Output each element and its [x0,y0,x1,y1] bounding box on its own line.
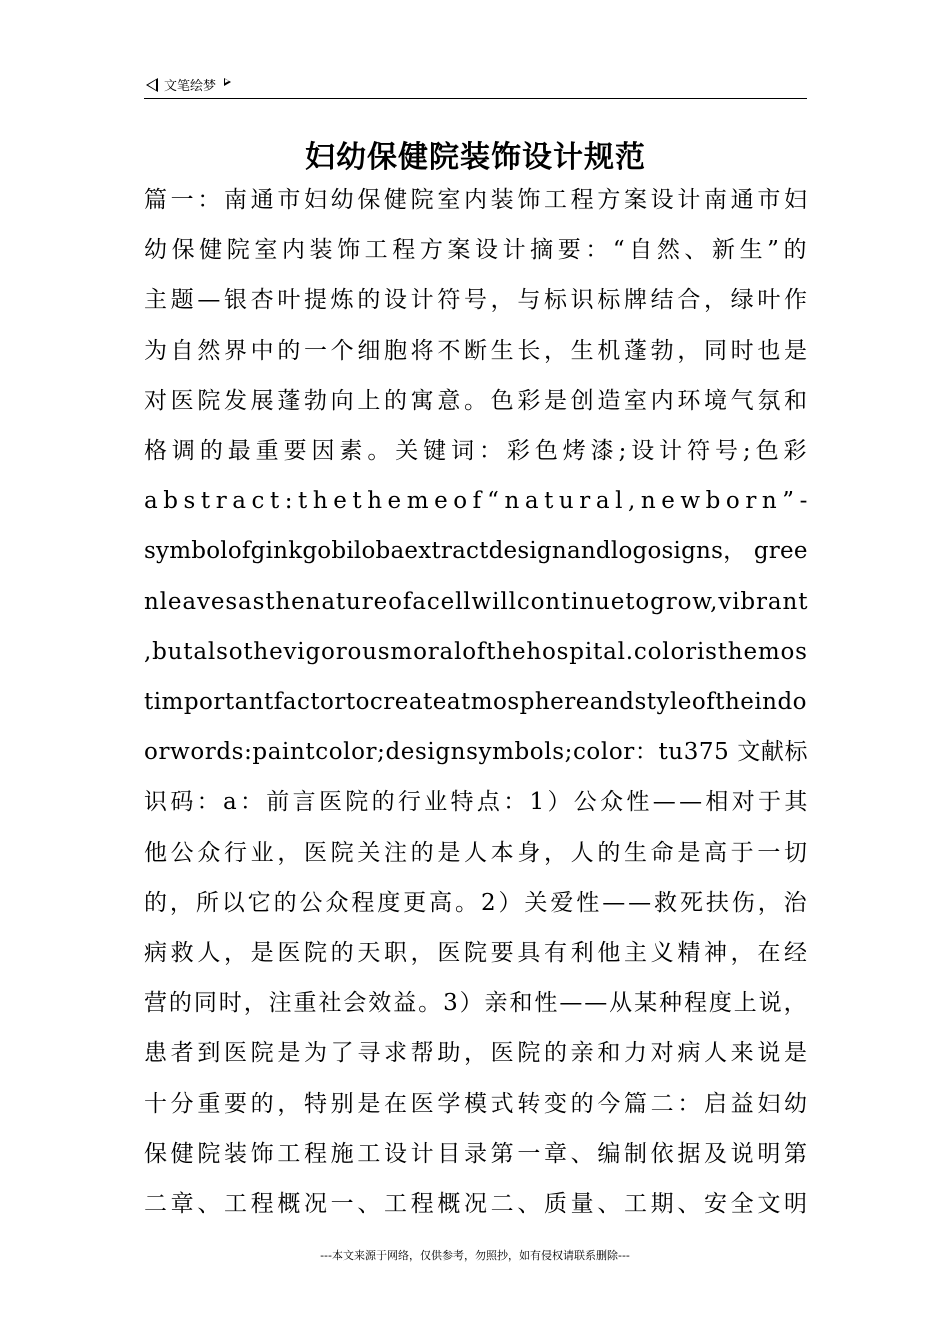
body-line: abstract:thethemeof“natural,newborn”- [144,488,813,514]
body-line: 识码：a：前言医院的行业特点：1）公众性——相对于其 [144,789,811,815]
body-line: 的，所以它的公众程度更高。2）关爱性——救死扶伤，治 [144,890,810,916]
brand-label: 文笔绘梦 [164,79,217,94]
footer-disclaimer: ---本文来源于网络，仅供参考，勿照抄，如有侵权请联系删除--- [320,1249,630,1262]
body-line: timportantfactortocreateatmosphereandstyleoftheindo [144,689,807,715]
body-line: 格调的最重要因素。关键词：彩色烤漆;设计符号;色彩 [144,438,812,464]
body-line: symbolofginkgobilobaextractdesignandlogosigns， gree [144,538,808,564]
left-triangle-icon [146,78,158,92]
body-line: nleavesasthenatureofacellwillcontinuetogrow,vibrant [144,589,809,615]
body-line: 篇一：南通市妇幼保健院室内装饰工程方案设计南通市妇 [144,187,811,213]
body-line: 对医院发展蓬勃向上的寓意。色彩是创造室内环境气氛和 [144,388,811,414]
body-line: 主题—银杏叶提炼的设计符号，与标识标牌结合，绿叶作 [144,287,811,313]
page-header [144,72,807,99]
document-title: 妇幼保健院装饰设计规范 [305,140,646,175]
body-line: 营的同时，注重社会效益。3）亲和性——从某种程度上说， [144,990,809,1016]
body-line: 二章、工程概况一、工程概况二、质量、工期、安全文明 [144,1191,811,1217]
brand [146,75,231,94]
body-line: 病救人，是医院的天职，医院要具有利他主义精神，在经 [144,940,811,966]
right-triangle-icon [224,78,231,86]
body-line: 他公众行业，医院关注的是人本身，人的生命是高于一切 [144,840,811,866]
body-line: 保健院装饰工程施工设计目录第一章、编制依据及说明第 [144,1141,811,1167]
body-line: 患者到医院是为了寻求帮助，医院的亲和力对病人来说是 [144,1040,811,1066]
body-line: orwords:paintcolor;designsymbols;color：tu375 文献标 [144,739,809,765]
body-line: 为自然界中的一个细胞将不断生长，生机蓬勃，同时也是 [144,338,811,364]
body-line: 幼保健院室内装饰工程方案设计摘要：“自然、新生”的 [144,237,812,263]
body-line: ,butalsothevigorousmoralofthehospital.coloristhemos [144,639,808,665]
body-line: 十分重要的，特别是在医学模式转变的今篇二：启益妇幼 [144,1091,811,1117]
